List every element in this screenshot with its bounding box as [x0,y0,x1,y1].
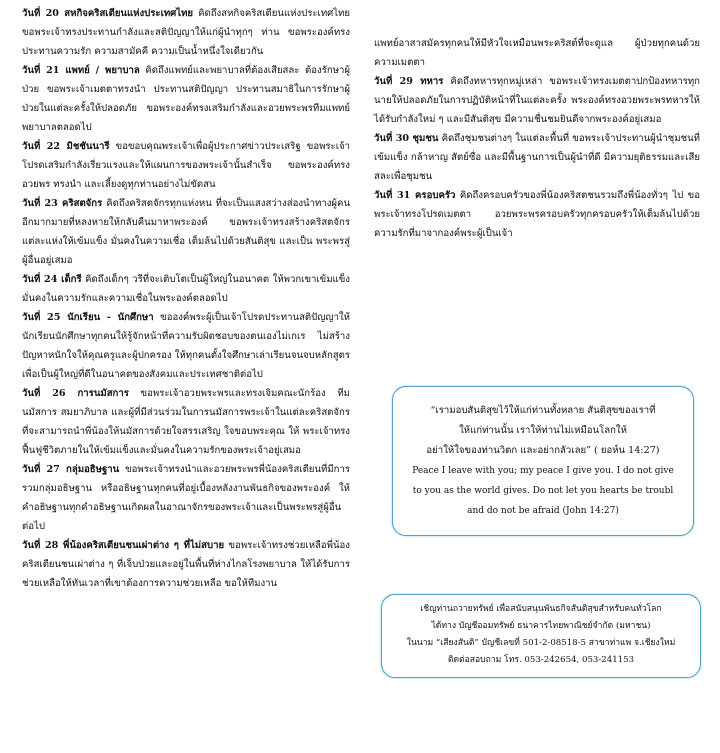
prayer-entry-20 [22,4,350,61]
donation-info-box [381,594,701,678]
entry-body: ขอขอบคุณพระเจ้าเพื่อผู้ประกาศข่าวประเสริฐ ขอพระเจ้าโปรดเสริมกำลังเรี่ยวแรงและให้แผนการของพระเจ้านั้นสำเร็จ ขอพระองค์ทรงอวยพร ทรงนำ และเลี้ยงดูทุกท่านอย่างไม่ขัดสน [22,141,350,190]
verse-english [393,461,693,521]
entry-body: คิดถึงครอบครัวของพี่น้องคริสตชนรวมถึงพี่น้องทั่วๆ ไป ขอพระเจ้าทรงโปรดเมตตา อวยพระพรครอบครัวทุกครอบครัวให้เต็มล้นไปด้วยความรักที่มาจากองค์พระผู้เป็นเจ้า [374,190,700,239]
donation-line: ในนาม “เสียงสันติ” บัญชีเลขที่ 501-2-08518-5 สาขาท่าแพ จ.เชียงใหม่ [406,638,676,648]
entry-body: แพทย์อาสาสมัครทุกคนให้มีหัวใจเหมือนพระคริสต์ที่จะดูแล ผู้ป่วยทุกคนด้วยความเมตตา [374,38,700,68]
entry-body: ขอพระเจ้าอวยพระพรและทรงเจิมคณะนักร้อง ทีมนมัสการ สมยาภิบาล และผู้ที่มีส่วนร่วมในการนมัสการพระเจ้าในแต่ละคริสตจักร ที่จะสามารถนำพี่น้องให้นมัสการด้วยใจสรรเสริญ ใจขอบพระคุณ ให้ พระเจ้าทรงฟื้นฟูชีวิตภายในให้เข้มแข็งและมั่นคงในความรักของพระเจ้าอยู่เสมอ [22,388,350,456]
prayer-entry-31 [374,186,700,243]
verse-thai-line: ให้แก่ท่านนั้น เราให้ท่านไม่เหมือนโลกให้ [459,425,627,436]
bible-verse-box [392,386,694,536]
entry-body: ขอพระเจ้าทรงช่วยเหลือพี่น้องคริสเตียนชนเผ่าต่าง ๆ ที่เจ็บป่วยและอยู่ในพื้นที่ห่างไกลโรงพยาบาล ให้ได้รับการช่วยเหลือให้ทันเวลาที่เขาต้องการความช่วยเหลือ ขอให้ทีมงาน [22,540,350,589]
prayer-entry-21 [22,61,350,137]
prayer-entry-24 [22,270,350,308]
prayer-entry-25 [22,308,350,384]
prayer-entry-26 [22,384,350,460]
donation-contact: ติดต่อสอบถาม โทร. 053-242654, 053-241153 [447,655,635,665]
entry-heading: วันที่ 23 คริสตจักร [22,198,103,209]
prayer-entry-23 [22,194,350,270]
verse-thai-line: “เรามอบสันติสุขไว้ให้แก่ท่านทั้งหลาย สันติสุขของเราที่ [430,405,656,416]
entry-heading: วันที่ 28 พี่น้องคริสเตียนชนเผ่าต่าง ๆ ที่ไม่สบาย [22,540,225,551]
entry-heading: วันที่ 20 สหกิจคริสเตียนแห่งประเทศไทย [22,8,194,19]
donation-line: เชิญท่านถวายทรัพย์ เพื่อสนับสนุนพันธกิจสันติสุขสำหรับคนทั่วโลก [420,604,662,614]
entry-heading: วันที่ 30 ชุมชน [374,133,439,144]
entry-heading: วันที่ 25 นักเรียน - นักศึกษา [22,312,154,323]
entry-body: ขอพระเจ้าทรงนำและอวยพระพรพี่น้องคริสเตียนที่มีการรวมกลุ่มอธิษฐาน หรืออธิษฐานทุกคนที่อยู่เบื้องหลังงานพันธกิจของพระองค์ ให้คำอธิษฐานทุกคำอธิษฐานเกิดผลในอาณาจักรของพระเจ้าและเป็นพระพรสู่ผู้อื่นต่อไป [22,464,350,532]
verse-english-line: Peace I leave with you; my peace I give you. I do not give [412,466,674,476]
verse-thai [393,401,693,461]
entry-heading: วันที่ 24 เด็กรี [22,274,82,285]
prayer-entry-27 [22,460,350,536]
verse-english-line: and do not be afraid (John 14:27) [467,506,619,516]
entry-heading: วันที่ 27 กลุ่มอธิษฐาน [22,464,120,475]
prayer-entry-22 [22,137,350,194]
prayer-entry-30 [374,129,700,186]
entry-heading: วันที่ 22 มิชชันนารี [22,141,110,152]
prayer-list-left-column [22,4,350,593]
verse-thai-line: อย่าให้ใจของท่านวิตก และอย่ากลัวเลย” ( ยอห์น 14:27) [426,445,660,456]
entry-heading: วันที่ 31 ครอบครัว [374,190,456,201]
entry-body: คิดถึงทหารทุกหมู่เหล่า ขอพระเจ้าทรงเมตตาปกป้องทหารทุกนายให้ปลอดภัยในการปฏิบัติหน้าที่ในแต่ละครั้ง พระองค์ทรงอวยพระพรทหารให้ได้รับกำลังใหม่ ๆ และมีสันติสุข มีความชื่นชมยินดีจากพระองค์อยู่เสมอ [374,76,700,125]
prayer-entry-28-continued [374,34,700,72]
entry-body: คิดถึงเด็กๆ วรีที่จะเติบโตเป็นผู้ใหญ่ในอนาคต ให้พวกเขาเข้มแข็ง มั่นคงในความรักและความเชื่อในพระองค์ตลอดไป [22,274,350,304]
entry-heading: วันที่ 29 ทหาร [374,76,444,87]
prayer-list-right-column [374,34,700,243]
prayer-entry-29 [374,72,700,129]
entry-body: คิดถึงชุมชนต่างๆ ในแต่ละพื้นที่ ขอพระเจ้าประทานผู้นำชุมชนที่เข้มแข็ง กล้าหาญ สัตย์ซื่อ และมีพื้นฐานการเป็นผู้นำที่ดี มีความยุติธรรมและเสียสละเพื่อชุมชน [374,133,700,182]
entry-heading: วันที่ 26 การนมัสการ [22,388,129,399]
entry-body: คิดถึงคริสตจักรทุกแห่งหน ที่จะเป็นแสงสว่างส่องนำทางผู้คนอีกมากมายที่หลงหายให้กลับคืนมาหาพระองค์ ขอพระเจ้าทรงสร้างคริสตจักรแต่ละแห่งให้เข้มแข็ง มั่นคงในความเชื่อ เต็มล้นไปด้วยสันติสุข และเป็น พระพรสู่ผู้อื่นอยู่เสมอ [22,198,350,266]
entry-body: คิดถึงสหกิจคริสเตียนแห่งประเทศไทย ขอพระเจ้าทรงประทานกำลังและสติปัญญาให้แก่ผู้นำทุกๆ ท่าน ขอพระองค์ทรงประทานความรัก ความสามัคคี ความเป็นน้ำหนึ่งใจเดียวกัน [22,8,350,57]
entry-body: คิดถึงแพทย์และพยาบาลที่ต้องเสียสละ ต้องรักษาผู้ป่วย ขอพระเจ้าเมตตาทรงนำ ประทานสติปัญญา ประทานสมาธิในการรักษาผู้ป่วยในแต่ละครั้งให้ปลอดภัย ขอพระองค์ทรงเสริมกำลังและอวยพระพรทีมแพทย์พยาบาลตลอดไป [22,65,350,133]
entry-body: ขอองค์พระผู้เป็นเจ้าโปรดประทานสติปัญญาให้นักเรียนนักศึกษาทุกคนให้รู้จักหน้าที่ความรับผิดชอบของตนเองไม่เกเร ไม่สร้างปัญหาหนักใจให้คุณครูและผู้ปกครอง ให้ทุกคนตั้งใจศึกษาเล่าเรียนจนจบหลักสูตรเพื่อเป็นผู้ใหญ่ที่ดีในอนาคตของสังคมและประเทศชาติต่อไป [22,312,350,380]
prayer-entry-28 [22,536,350,593]
entry-heading: วันที่ 21 แพทย์ / พยาบาล [22,65,140,76]
donation-line: ได้ทาง บัญชีออมทรัพย์ ธนาคารไทยพาณิชย์จำกัด (มหาชน) [431,621,651,631]
verse-english-line: to you as the world gives. Do not let you hearts be troubl [412,486,674,496]
